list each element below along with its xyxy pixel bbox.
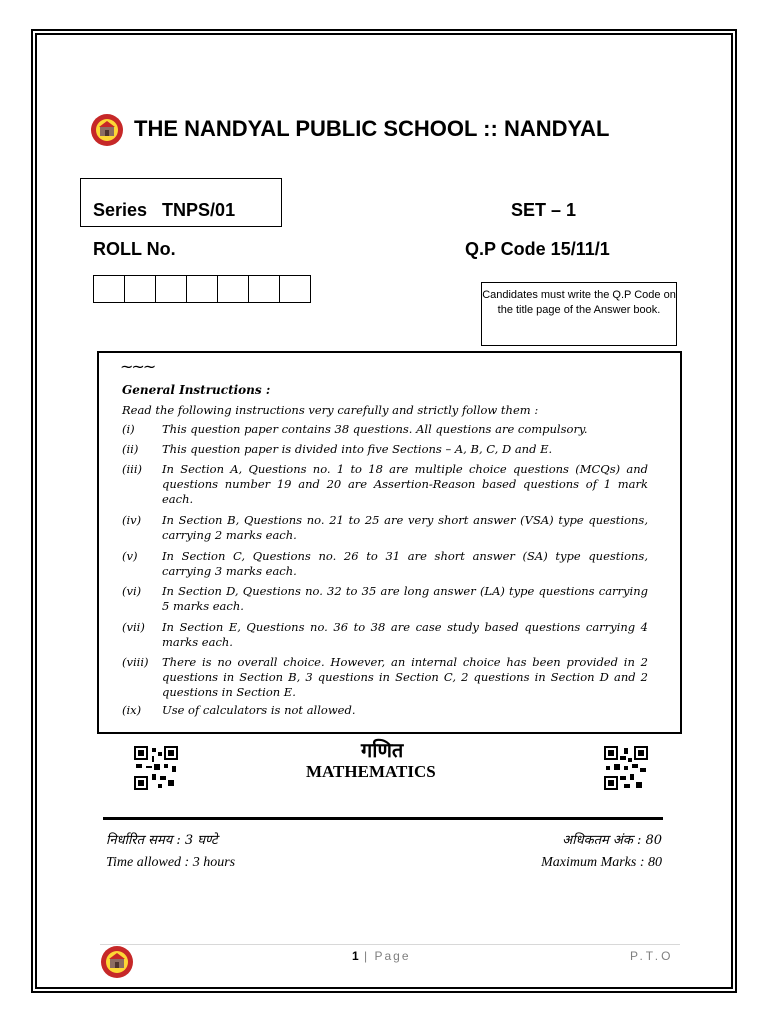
candidates-note: Candidates must write the Q.P Code on the title page of the Answer book. [481,282,677,346]
instruction-number: (vi) [122,584,142,598]
qr-code-right [604,746,648,790]
time-allowed: Time allowed : 3 hours [106,855,236,870]
roll-digit-box[interactable] [124,275,156,303]
roll-digit-box[interactable] [155,275,187,303]
instruction-text: In Section C, Questions no. 26 to 31 are short answer (SA) type questions, carrying 3 marks each. [162,549,648,578]
instruction-text: In Section E, Questions no. 36 to 38 are case study based questions carrying 4 marks each. [162,620,648,649]
set-label: SET – 1 [511,200,577,220]
instruction-text: In Section B, Questions no. 21 to 25 are very short answer (VSA) type questions, carrying 2 marks each. [162,513,648,542]
instruction-text: In Section D, Questions no. 32 to 35 are long answer (LA) type questions carrying 5 marks each. [162,584,648,613]
pto-label: P.T.O [630,949,674,963]
school-logo [90,113,124,147]
subject-hindi: गणित [361,738,404,762]
roll-digit-box[interactable] [217,275,249,303]
instructions-title: General Instructions : [122,383,271,397]
school-name: THE NANDYAL PUBLIC SCHOOL :: NANDYAL [134,116,610,141]
time-allowed-hindi: निर्धारित समय : 3 घण्टे [106,833,218,848]
instruction-number: (iii) [122,462,143,476]
instruction-number: (ii) [122,442,139,456]
instruction-number: (iv) [122,513,142,527]
school-logo-footer [100,945,134,979]
divider [103,817,663,820]
roll-digit-box[interactable] [248,275,280,303]
instruction-text: This question paper is divided into five Sections – A, B, C, D and E. [162,442,553,456]
roll-digit-box[interactable] [279,275,311,303]
page-word: | Page [364,949,411,963]
roll-no-label: ROLL No. [93,239,176,259]
footer-divider [100,944,680,945]
max-marks: Maximum Marks : 80 [541,855,662,870]
instructions-intro: Read the following instructions very carefully and strictly follow them : [122,403,539,417]
max-marks-hindi: अधिकतम अंक : 80 [562,833,662,848]
wave-ornament: ~~~ [120,357,155,376]
roll-number-boxes[interactable] [93,275,311,303]
instruction-text: There is no overall choice. However, an internal choice has been provided in 2 questions in Section B, 3 questions in Section C, 2 questions in Section D and 2 questions in Section E. [162,655,648,699]
instruction-number: (i) [122,422,135,436]
instruction-number: (vii) [122,620,145,634]
roll-digit-box[interactable] [186,275,218,303]
page-number [352,949,411,963]
qr-code-left [134,746,178,790]
instruction-text: In Section A, Questions no. 1 to 18 are multiple choice questions (MCQs) and questions number 19 and 20 are Assertion-Reason based questions of 1 mark each. [162,462,648,506]
instruction-text: This question paper contains 38 questions. All questions are compulsory. [162,422,588,436]
roll-digit-box[interactable] [93,275,125,303]
page-number-value: 1 [352,949,359,963]
series-label: Series TNPS/01 [93,200,236,220]
instruction-number: (v) [122,549,138,563]
qp-code: Q.P Code 15/11/1 [465,239,610,259]
subject-english: MATHEMATICS [306,762,436,781]
instruction-text: Use of calculators is not allowed. [162,703,356,717]
instruction-number: (viii) [122,655,149,669]
instruction-number: (ix) [122,703,142,717]
